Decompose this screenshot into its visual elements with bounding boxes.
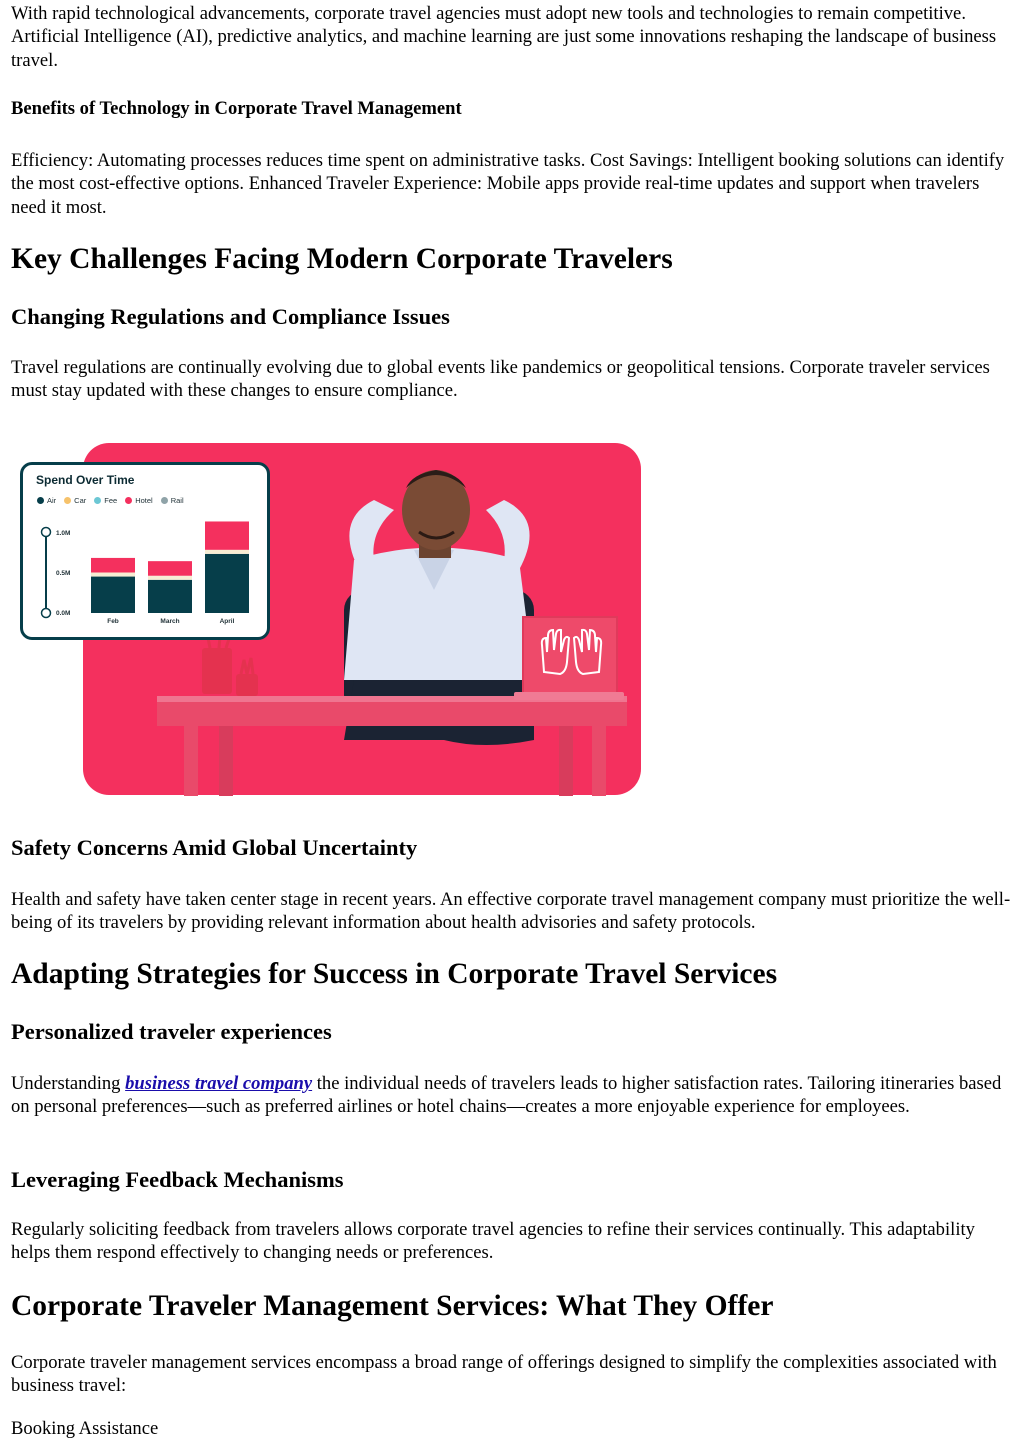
- x-tick-label: March: [160, 618, 180, 625]
- spend-over-time-card: [20, 462, 270, 640]
- legend-item-air: Air: [37, 496, 56, 505]
- bar-segment-air: [148, 580, 192, 613]
- strategies-heading: Adapting Strategies for Success in Corporate Travel Services: [11, 958, 778, 990]
- bar-segment-hotel: [148, 561, 192, 576]
- feedback-heading: Leveraging Feedback Mechanisms: [11, 1167, 344, 1192]
- desk-leg: [559, 726, 573, 796]
- business-travel-company-link[interactable]: business travel company: [125, 1073, 313, 1094]
- bar-segment-air: [91, 577, 135, 613]
- y-tick-label: 0.0M: [56, 610, 71, 617]
- laptop: [514, 616, 624, 700]
- pen-cup: [202, 648, 232, 694]
- safety-heading: Safety Concerns Amid Global Uncertainty: [11, 835, 418, 860]
- desk-top: [157, 698, 627, 726]
- range-slider-handle-bottom: [42, 609, 51, 618]
- services-paragraph: Corporate traveler management services encompass a broad range of offerings designed to simplify the complexities associated with business travel:: [11, 1352, 997, 1397]
- y-tick-label: 0.5M: [56, 570, 71, 577]
- desk-leg: [592, 726, 606, 796]
- regulations-heading: Changing Regulations and Compliance Issues: [11, 304, 450, 329]
- benefits-heading: Benefits of Technology in Corporate Travel Management: [11, 98, 462, 119]
- benefits-paragraph: Efficiency: Automating processes reduces time spent on administrative tasks. Cost Savings: Intelligent booking solutions can identify the most cost-effective options. Enhanced Traveler Experience: Mobile apps provide real-time updates and support when travelers need it most.: [11, 150, 1005, 218]
- bar-segment-air: [205, 554, 249, 613]
- legend-item-rail: Rail: [161, 496, 184, 505]
- personalized-heading: Personalized traveler experiences: [11, 1019, 332, 1044]
- chart-title: Spend Over Time: [36, 473, 135, 487]
- x-tick-label: Feb: [107, 618, 119, 625]
- plant-pot: [236, 674, 258, 696]
- hero-illustration: [14, 440, 646, 800]
- y-tick-label: 1.0M: [56, 530, 71, 537]
- desk-leg: [219, 726, 233, 796]
- intro-paragraph: With rapid technological advancements, corporate travel agencies must adopt new tools and technologies to remain competitive. Artificial Intelligence (AI), predictive analytics, and machine learning are just some innovations reshaping the landscape of business travel.: [11, 3, 997, 71]
- bar-segment-fee: [148, 576, 192, 580]
- feedback-paragraph: Regularly soliciting feedback from travelers allows corporate travel agencies to refine their services continually. This adaptability helps them respond effectively to changing needs or preferences.: [11, 1219, 975, 1264]
- services-heading: Corporate Traveler Management Services: What They Offer: [11, 1290, 774, 1322]
- bar-segment-hotel: [205, 521, 249, 549]
- bar-chart: [23, 465, 267, 637]
- legend-item-car: Car: [64, 496, 86, 505]
- bar-segment-hotel: [91, 558, 135, 573]
- regulations-paragraph: Travel regulations are continually evolving due to global events like pandemics or geopolitical tensions. Corporate traveler services must stay updated with these changes to ensure compliance.: [11, 357, 990, 402]
- legend-item-hotel: Hotel: [125, 496, 153, 505]
- bar-segment-fee: [205, 550, 249, 554]
- challenges-heading: Key Challenges Facing Modern Corporate Travelers: [11, 243, 673, 275]
- bar-segment-fee: [91, 573, 135, 577]
- booking-assistance-item: Booking Assistance: [11, 1418, 159, 1439]
- personalized-paragraph: Understanding business travel company the individual needs of travelers leads to higher satisfaction rates. Tailoring itineraries based on personal preferences—such as preferred airlines or hotel chains—creates a more enjoyable experience for employees.: [11, 1073, 1002, 1118]
- safety-paragraph: Health and safety have taken center stage in recent years. An effective corporate travel management company must prioritize the well-being of its travelers by providing relevant information about health advisories and safety protocols.: [11, 889, 1011, 934]
- desk-leg: [184, 726, 198, 796]
- legend-item-fee: Fee: [94, 496, 117, 505]
- range-slider-handle-top: [42, 528, 51, 537]
- x-tick-label: April: [219, 618, 235, 625]
